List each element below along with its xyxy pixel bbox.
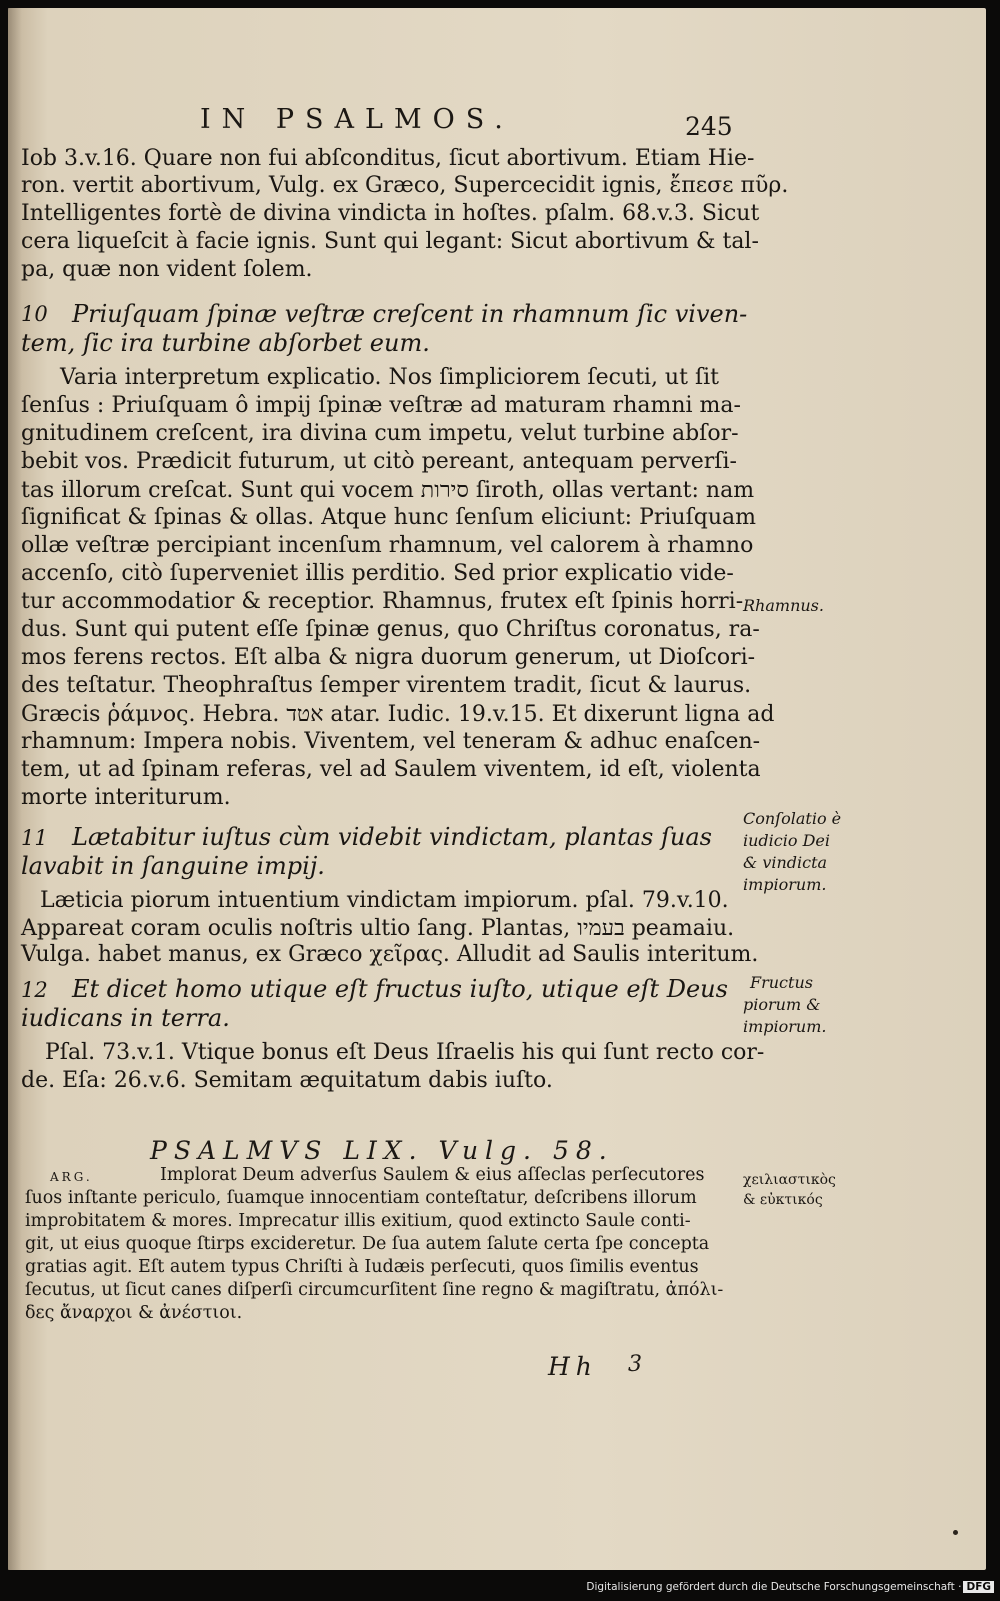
- commentary-line: ſignificat & ſpinas & ollas. Atque hunc ſenſum eliciunt: Priuſquam: [21, 505, 756, 530]
- margin-note-rhamnus: Rhamnus.: [743, 596, 824, 615]
- argument-line: ſuos inſtante periculo, ſuamque innocentiam conteſtatur, deſcribens illorum: [25, 1188, 697, 1208]
- digitization-footer: [586, 1581, 994, 1593]
- margin-note-fructus: impiorum.: [743, 1017, 827, 1036]
- commentary-line: gnitudinem creſcent, ira divina cum impetu, velut turbine abſor-: [21, 421, 739, 446]
- margin-note-greek: & εὐκτικός: [743, 1192, 823, 1208]
- signature-mark: Hh: [548, 1352, 598, 1381]
- commentary-line: dus. Sunt qui putent eſſe ſpinæ genus, quo Chriſtus coronatus, ra-: [21, 617, 760, 642]
- commentary-line: ollæ veſtræ percipiant incenſum rhamnum, vel calorem à rhamno: [21, 533, 754, 558]
- verse-text: iudicans in terra.: [21, 1004, 230, 1032]
- argument-line: ſecutus, ut ſicut canes diſperſi circumcurſitent ſine regno & magiſtratu, ἀπόλι-: [25, 1280, 724, 1300]
- commentary-line: tas illorum creſcat. Sunt qui vocem סירות ſiroth, ollas vertant: nam: [21, 478, 755, 503]
- margin-note-consolatio: iudicio Dei: [743, 831, 830, 850]
- argument-line: gratias agit. Eſt autem typus Chriſti à Iudæis perſecuti, quos ſimilis eventus: [25, 1257, 699, 1277]
- commentary-line: Vulga. habet manus, ex Græco χεῖρας. Alludit ad Saulis interitum.: [21, 942, 759, 967]
- argument-line: Implorat Deum adverſus Saulem & eius aſſeclas perſecutores: [160, 1165, 705, 1185]
- commentary-line: Appareat coram oculis noſtris ultio ſang. Plantas, בעמיו peamaiu.: [21, 916, 735, 941]
- dfg-logo: DFG: [963, 1581, 994, 1593]
- verse-number: 10: [21, 302, 48, 326]
- verse-text: Lætabitur iuſtus cùm videbit vindictam, plantas ſuas: [72, 823, 712, 851]
- verse-text: lavabit in ſanguine impij.: [21, 852, 325, 880]
- margin-note-consolatio: & vindicta: [743, 853, 828, 872]
- commentary-line: de. Eſa: 26.v.6. Semitam æquitatum dabis iuſto.: [21, 1068, 553, 1093]
- commentary-line: des teſtatur. Theophraſtus ſemper virentem tradit, ſicut & laurus.: [21, 673, 752, 698]
- commentary-line: rhamnum: Impera nobis. Viventem, vel teneram & adhuc enaſcen-: [21, 729, 761, 754]
- margin-note-consolatio: impiorum.: [743, 875, 827, 894]
- commentary-line: Varia interpretum explicatio. Nos ſimpliciorem ſecuti, ut ſit: [60, 365, 719, 390]
- text-line: Iob 3.v.16. Quare non fui abſconditus, ſicut abortivum. Etiam Hie-: [21, 146, 755, 171]
- commentary-line: bebit vos. Prædicit futurum, ut citò pereant, antequam perverſi-: [21, 449, 737, 474]
- argument-line: git, ut eius quoque ſtirps excideretur. De ſua autem ſalute certa ſpe concepta: [25, 1234, 710, 1254]
- verse-number: 12: [21, 978, 48, 1002]
- signature-number: 3: [628, 1352, 642, 1377]
- commentary-line: accenſo, citò ſuperveniet illis perditio. Sed prior explicatio vide-: [21, 561, 734, 586]
- verse-text: Et dicet homo utique eſt fructus iuſto, utique eſt Deus: [72, 975, 728, 1003]
- running-header: IN PSALMOS.: [200, 104, 514, 135]
- commentary-line: tur accommodatior & receptior. Rhamnus, frutex eſt ſpinis horri-: [21, 589, 744, 614]
- commentary-line: Pſal. 73.v.1. Vtique bonus eſt Deus Iſraelis his qui ſunt recto cor-: [45, 1040, 765, 1065]
- text-line: Intelligentes fortè de divina vindicta in hoſtes. pſalm. 68.v.3. Sicut: [21, 201, 760, 226]
- page-number: 245: [685, 112, 733, 141]
- argument-line: δες ἄναρχοι & ἀνέστιοι.: [25, 1303, 243, 1323]
- psalm-title: PSALMVS LIX. Vulg. 58.: [150, 1136, 614, 1165]
- commentary-line: Læticia piorum intuentium vindictam impiorum. pſal. 79.v.10.: [40, 888, 729, 913]
- verse-number: 11: [21, 826, 48, 850]
- margin-note-fructus: Fructus: [750, 973, 813, 992]
- verse-text: tem, ſic ira turbine abſorbet eum.: [21, 329, 430, 357]
- text-line: cera liqueſcit à facie ignis. Sunt qui legant: Sicut abortivum & tal-: [21, 229, 759, 254]
- margin-note-greek: χειλιαστικὸς: [743, 1172, 836, 1188]
- verse-text: Priuſquam ſpinæ veſtræ creſcent in rhamnum ſic viven-: [72, 300, 748, 328]
- commentary-line: Græcis ῥάμνος. Hebra. אטד atar. Iudic. 19.v.15. Et dixerunt ligna ad: [21, 702, 775, 727]
- margin-note-consolatio: Conſolatio è: [743, 809, 842, 828]
- footer-text: Digitalisierung gefördert durch die Deutsche Forschungsgemeinschaft ·: [586, 1581, 962, 1593]
- ink-dot: [953, 1530, 958, 1535]
- argument-line: improbitatem & mores. Imprecatur illis exitium, quod extincto Saule conti-: [25, 1211, 691, 1231]
- margin-note-fructus: piorum &: [743, 995, 821, 1014]
- text-line: pa, quæ non vident ſolem.: [21, 257, 313, 282]
- text-line: ron. vertit abortivum, Vulg. ex Græco, Supercecidit ignis, ἔπεσε πῦρ.: [21, 173, 789, 198]
- commentary-line: morte interiturum.: [21, 785, 231, 810]
- commentary-line: mos ferens rectos. Eſt alba & nigra duorum generum, ut Dioſcori-: [21, 645, 756, 670]
- commentary-line: ſenſus : Priuſquam ô impij ſpinæ veſtræ ad maturam rhamni ma-: [21, 393, 741, 418]
- argument-label: ARG.: [50, 1170, 93, 1184]
- commentary-line: tem, ut ad ſpinam referas, vel ad Saulem viventem, id eſt, violenta: [21, 757, 761, 782]
